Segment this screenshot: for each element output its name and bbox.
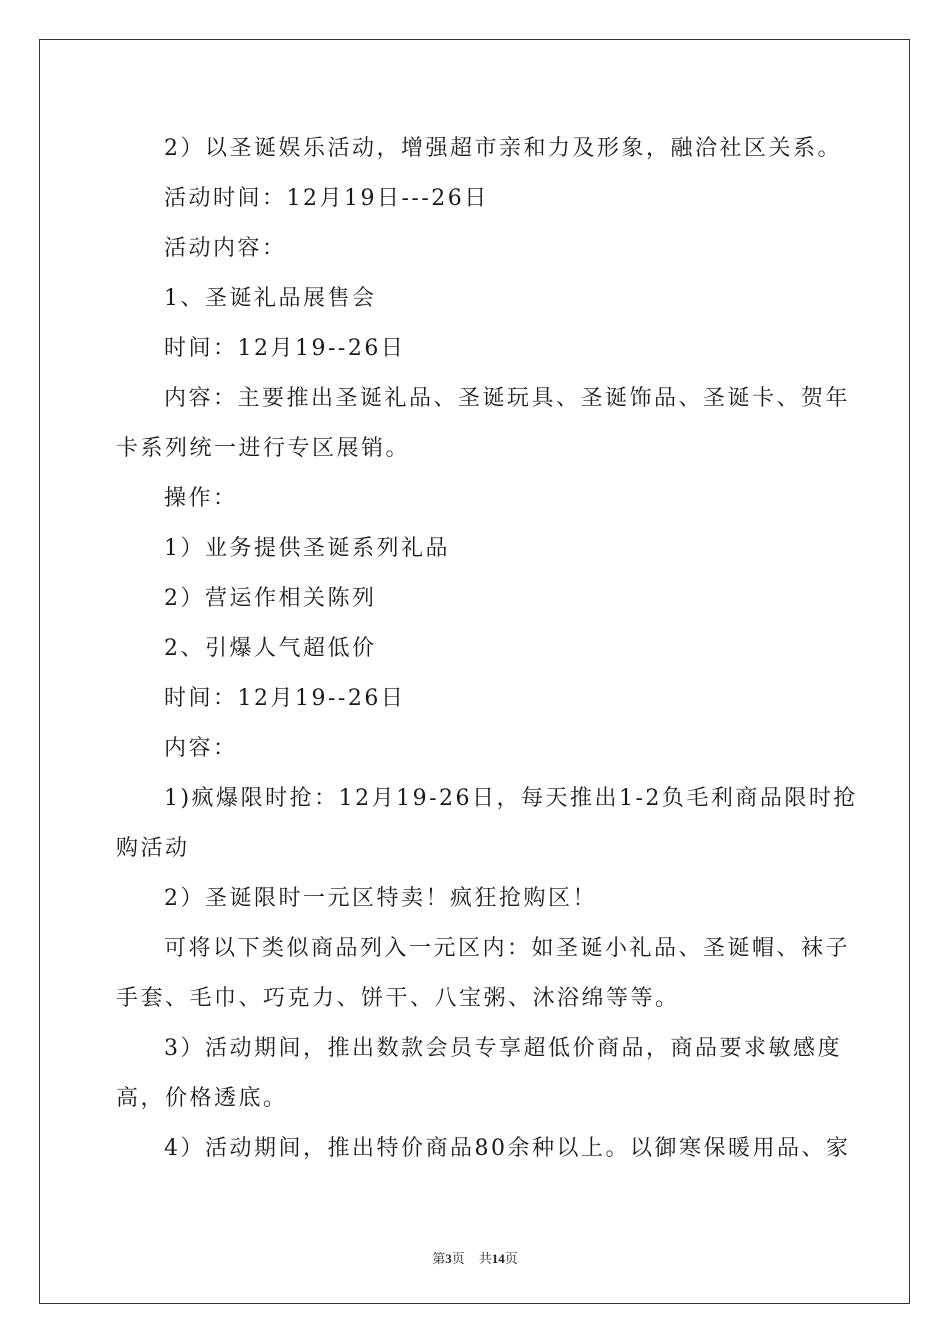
text-line: 高，价格透底。 xyxy=(116,1086,288,1111)
page-total: 14 xyxy=(491,1251,505,1266)
text-line: 1）业务提供圣诞系列礼品 xyxy=(164,536,450,561)
page-prefix: 第 xyxy=(432,1251,446,1266)
text-line: 时间：12月19--26日 xyxy=(164,686,406,711)
text-line: 2、引爆人气超低价 xyxy=(164,636,377,661)
total-prefix: 共 xyxy=(478,1251,492,1266)
text-line: 活动时间：12月19日---26日 xyxy=(164,186,489,211)
text-line: 1)疯爆限时抢：12月19-26日，每天推出1-2负毛利商品限时抢 xyxy=(164,786,858,811)
text-line: 内容：主要推出圣诞礼品、圣诞玩具、圣诞饰品、圣诞卡、贺年 xyxy=(164,386,851,411)
text-line: 时间：12月19--26日 xyxy=(164,336,406,361)
text-line: 2）以圣诞娱乐活动，增强超市亲和力及形象，融洽社区关系。 xyxy=(164,136,842,161)
text-line: 可将以下类似商品列入一元区内：如圣诞小礼品、圣诞帽、袜子 xyxy=(164,936,851,961)
total-suffix: 页 xyxy=(504,1251,518,1266)
page-footer xyxy=(0,1248,950,1267)
text-line: 活动内容： xyxy=(164,236,287,261)
text-line: 3）活动期间，推出数款会员专享超低价商品，商品要求敏感度 xyxy=(164,1036,842,1061)
text-line: 手套、毛巾、巧克力、饼干、八宝粥、沐浴绵等等。 xyxy=(116,986,680,1011)
document-body xyxy=(116,124,858,1174)
text-line: 内容： xyxy=(164,736,238,761)
page-suffix: 页 xyxy=(451,1251,465,1266)
text-line: 1、圣诞礼品展售会 xyxy=(164,286,377,311)
text-line: 4）活动期间，推出特价商品80余种以上。以御寒保暖用品、家 xyxy=(164,1136,851,1161)
page-current: 3 xyxy=(445,1251,452,1266)
text-line: 2）营运作相关陈列 xyxy=(164,586,377,611)
text-line: 操作： xyxy=(164,486,238,511)
text-line: 卡系列统一进行专区展销。 xyxy=(116,436,411,461)
text-line: 购活动 xyxy=(116,836,190,861)
text-line: 2）圣诞限时一元区特卖！疯狂抢购区！ xyxy=(164,886,597,911)
